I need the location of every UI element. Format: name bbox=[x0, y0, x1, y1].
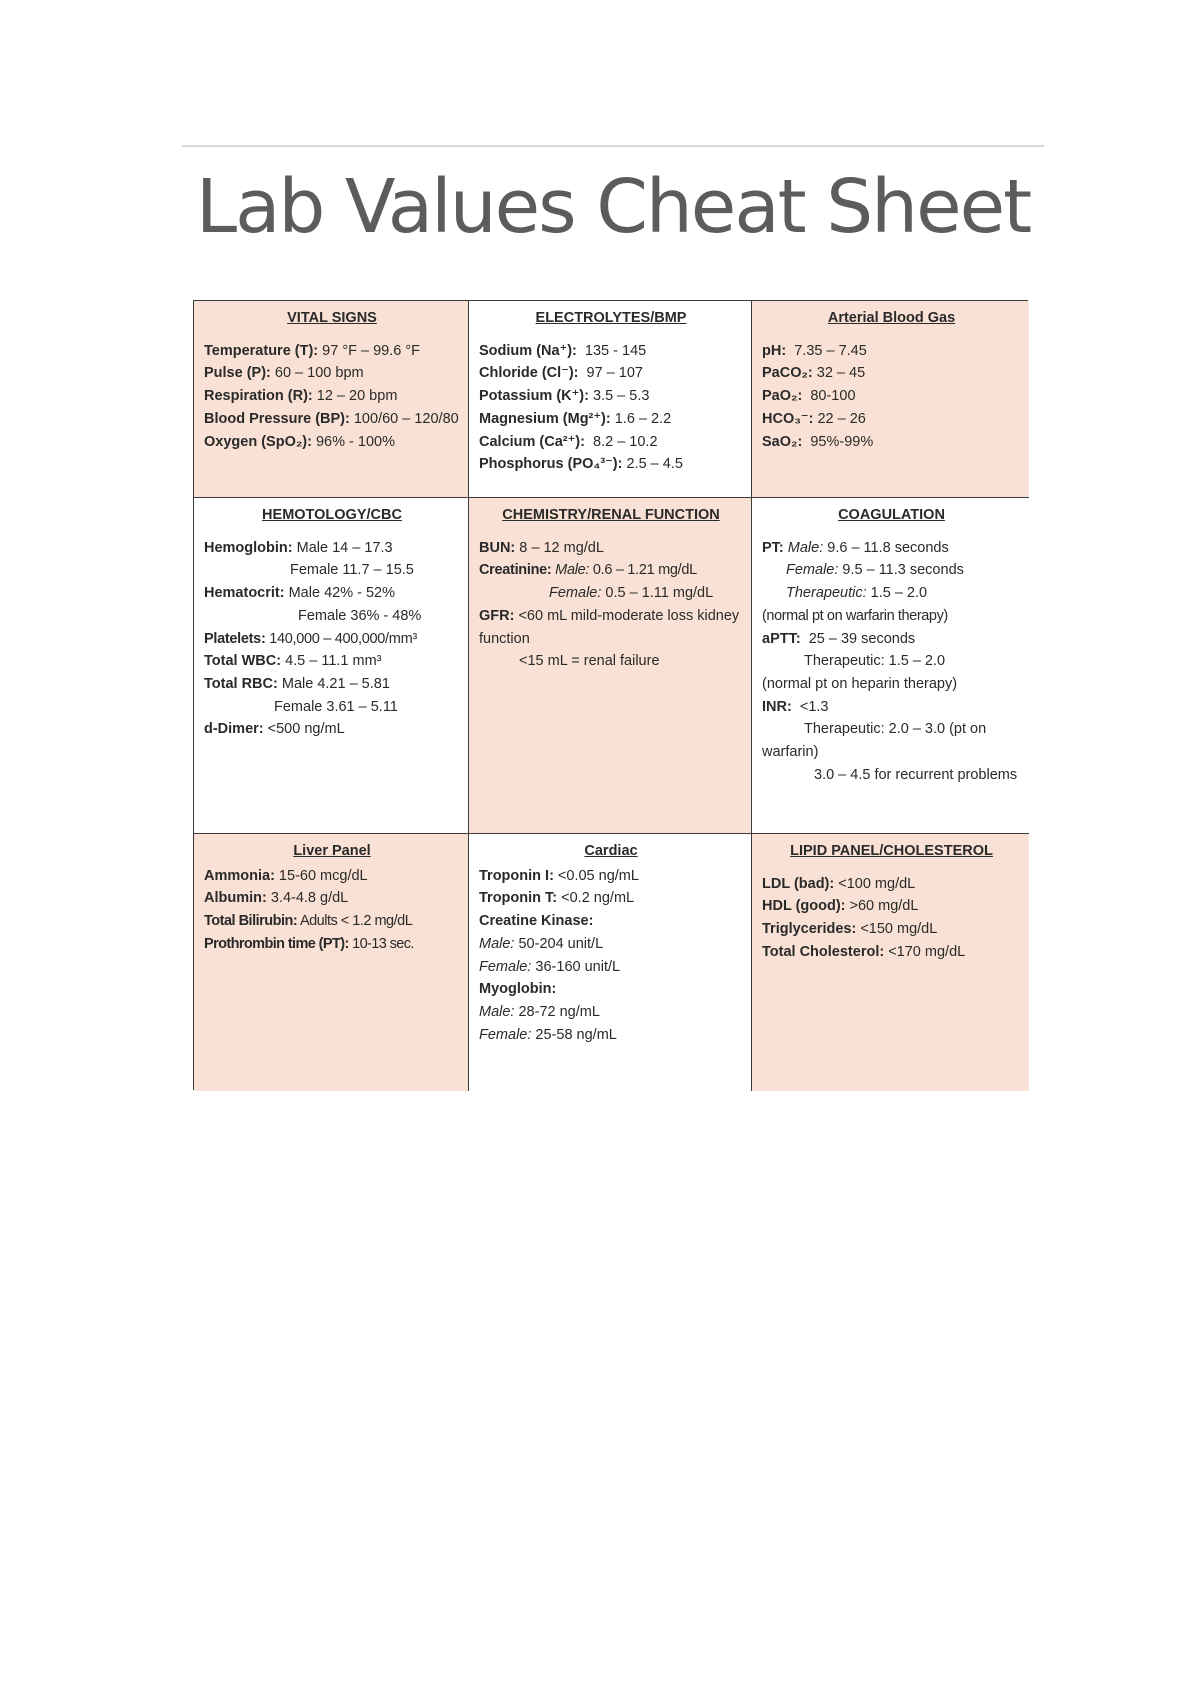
section-heading: Cardiac bbox=[584, 843, 638, 859]
lab-row: Creatinine: Male: 0.6 – 1.21 mg/dL bbox=[479, 562, 697, 579]
lab-row: BUN: 8 – 12 mg/dL bbox=[479, 539, 604, 556]
lab-row: Therapeutic: 2.0 – 3.0 (pt on warfarin) bbox=[762, 721, 987, 761]
lab-row: Prothrombin time (PT): 10-13 sec. bbox=[204, 935, 414, 952]
section-heading: COAGULATION bbox=[838, 507, 945, 523]
section-heading: ELECTROLYTES/BMP bbox=[535, 310, 687, 326]
liver-panel-section bbox=[194, 834, 469, 1091]
lab-row: (normal pt on warfarin therapy) bbox=[762, 607, 948, 624]
vital-signs-section bbox=[194, 301, 469, 498]
hematology-section bbox=[194, 498, 469, 834]
lab-row: Hemoglobin: Male 14 – 17.3 bbox=[204, 539, 393, 556]
lab-row: HCO₃⁻: 22 – 26 bbox=[762, 410, 866, 427]
lab-row: Total RBC: Male 4.21 – 5.81 bbox=[204, 675, 390, 692]
lab-row: Myoglobin: bbox=[479, 981, 557, 998]
lab-row: Chloride (Cl⁻): 97 – 107 bbox=[479, 365, 643, 382]
lab-row: Triglycerides: <150 mg/dL bbox=[762, 921, 938, 938]
lab-row: Total WBC: 4.5 – 11.1 mm³ bbox=[204, 653, 382, 670]
lab-row: pH: 7.35 – 7.45 bbox=[762, 342, 867, 359]
cardiac-section bbox=[469, 834, 752, 1091]
lab-row: Respiration (R): 12 – 20 bpm bbox=[204, 388, 398, 405]
chemistry-section bbox=[469, 498, 752, 834]
lab-row: Ammonia: 15-60 mcg/dL bbox=[204, 867, 368, 884]
lab-row: Potassium (K⁺): 3.5 – 5.3 bbox=[479, 388, 650, 405]
coagulation-section bbox=[752, 498, 1029, 834]
top-divider bbox=[182, 145, 1044, 147]
lab-row: Creatine Kinase: bbox=[479, 913, 594, 930]
section-heading: LIPID PANEL/CHOLESTEROL bbox=[790, 843, 993, 859]
lab-row: Total Bilirubin: Adults < 1.2 mg/dL bbox=[204, 913, 413, 930]
lab-values-table bbox=[193, 300, 1028, 1090]
lab-row: PaCO₂: 32 – 45 bbox=[762, 365, 866, 382]
lab-row: SaO₂: 95%-99% bbox=[762, 433, 874, 450]
lab-row: Oxygen (SpO₂): 96% - 100% bbox=[204, 433, 395, 450]
lab-row: Male: 50-204 unit/L bbox=[479, 935, 604, 952]
lab-row: Pulse (P): 60 – 100 bpm bbox=[204, 365, 364, 382]
lab-row: Platelets: 140,000 – 400,000/mm³ bbox=[204, 630, 417, 647]
lab-row: Female: 0.5 – 1.11 mg/dL bbox=[549, 585, 714, 602]
lab-row: Female 36% - 48% bbox=[298, 607, 422, 624]
lab-row: HDL (good): >60 mg/dL bbox=[762, 898, 919, 915]
electrolytes-section bbox=[469, 301, 752, 498]
lab-row: LDL (bad): <100 mg/dL bbox=[762, 875, 916, 892]
lab-row: Female: 36-160 unit/L bbox=[479, 958, 621, 975]
section-heading: VITAL SIGNS bbox=[287, 310, 377, 326]
lab-row: <15 mL = renal failure bbox=[519, 653, 660, 670]
lab-row: 3.0 – 4.5 for recurrent problems bbox=[814, 766, 1018, 783]
section-heading: HEMOTOLOGY/CBC bbox=[262, 507, 402, 523]
lab-row: Female: 25-58 ng/mL bbox=[479, 1026, 617, 1043]
lab-row: Female 3.61 – 5.11 bbox=[274, 698, 398, 715]
lab-row: GFR: <60 mL mild-moderate loss kidney function bbox=[479, 607, 740, 647]
page-title: Lab Values Cheat Sheet bbox=[195, 164, 1031, 250]
lipid-panel-section bbox=[752, 834, 1029, 1091]
lab-row: Therapeutic: 1.5 – 2.0 bbox=[786, 585, 928, 602]
lab-row: PaO₂: 80-100 bbox=[762, 388, 856, 405]
lab-row: Female 11.7 – 15.5 bbox=[290, 562, 414, 579]
lab-row: aPTT: 25 – 39 seconds bbox=[762, 630, 916, 647]
lab-row: Temperature (T): 97 °F – 99.6 °F bbox=[204, 342, 421, 359]
lab-row: Calcium (Ca²⁺): 8.2 – 10.2 bbox=[479, 433, 658, 450]
lab-row: Hematocrit: Male 42% - 52% bbox=[204, 585, 395, 602]
abg-section bbox=[752, 301, 1029, 498]
lab-row: Albumin: 3.4-4.8 g/dL bbox=[204, 890, 349, 907]
lab-row: Therapeutic: 1.5 – 2.0 bbox=[804, 653, 946, 670]
section-heading: CHEMISTRY/RENAL FUNCTION bbox=[502, 507, 720, 523]
lab-row: INR: <1.3 bbox=[762, 698, 829, 715]
lab-row: d-Dimer: <500 ng/mL bbox=[204, 721, 345, 738]
lab-row: Blood Pressure (BP): 100/60 – 120/80 bbox=[204, 410, 459, 427]
lab-row: (normal pt on heparin therapy) bbox=[762, 675, 958, 692]
lab-row: Troponin I: <0.05 ng/mL bbox=[479, 867, 639, 884]
lab-row: Phosphorus (PO₄³⁻): 2.5 – 4.5 bbox=[479, 456, 683, 473]
lab-row: Magnesium (Mg²⁺): 1.6 – 2.2 bbox=[479, 410, 672, 427]
section-heading: Arterial Blood Gas bbox=[827, 310, 956, 326]
lab-row: Troponin T: <0.2 ng/mL bbox=[479, 890, 635, 907]
lab-row: Female: 9.5 – 11.3 seconds bbox=[786, 562, 964, 579]
lab-row: PT: Male: 9.6 – 11.8 seconds bbox=[762, 539, 949, 556]
lab-row: Male: 28-72 ng/mL bbox=[479, 1003, 600, 1020]
lab-row: Total Cholesterol: <170 mg/dL bbox=[762, 943, 966, 960]
lab-row: Sodium (Na⁺): 135 - 145 bbox=[479, 342, 647, 359]
section-heading: Liver Panel bbox=[293, 843, 371, 859]
